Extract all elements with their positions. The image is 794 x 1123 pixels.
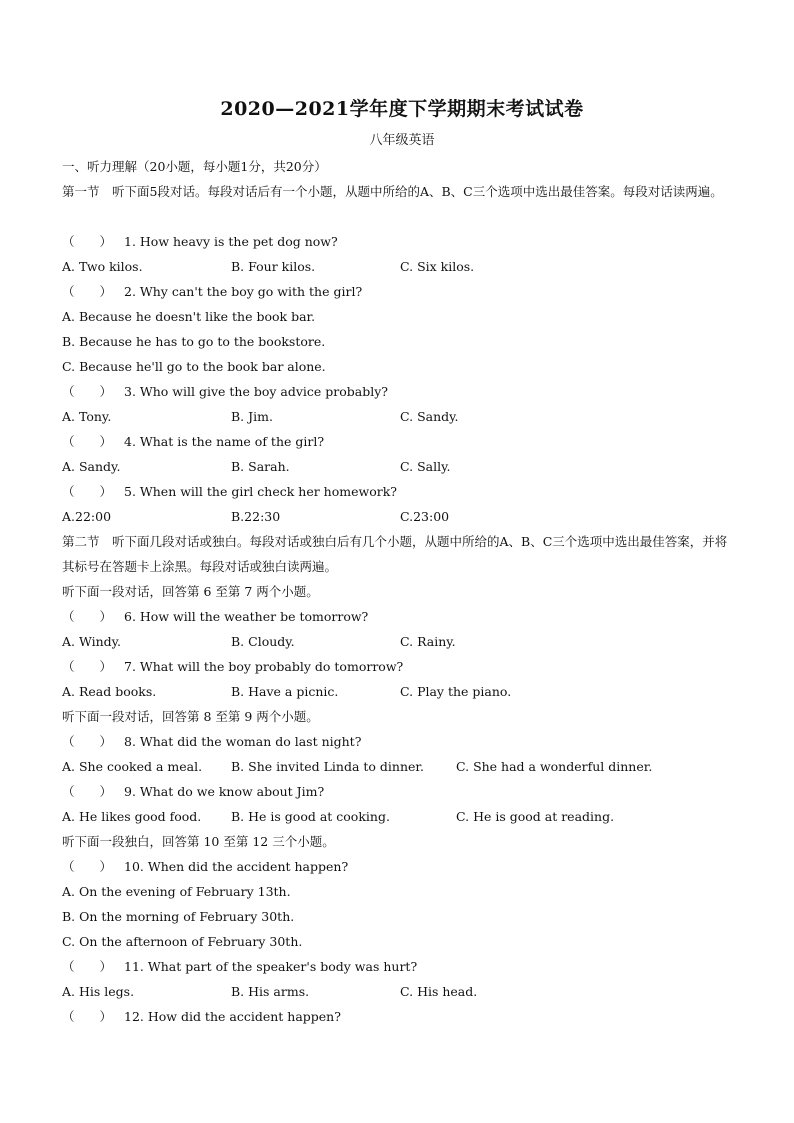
answer-blank: （ ） — [62, 734, 113, 749]
option-b: B. Because he has to go to the bookstore. — [62, 334, 326, 349]
answer-blank: （ ） — [62, 784, 113, 799]
option-c: C. Sandy. — [400, 409, 459, 424]
option-a: A. Read books. — [62, 684, 157, 699]
option-b: B. Cloudy. — [231, 634, 295, 649]
option-a: A. Sandy. — [62, 459, 121, 474]
question-text: 10. When did the accident happen? — [124, 859, 349, 874]
option-c: C. He is good at reading. — [456, 809, 615, 824]
answer-blank: （ ） — [62, 859, 113, 874]
option-a: A. She cooked a meal. — [62, 759, 203, 774]
option-b: B. Jim. — [231, 409, 273, 424]
option-a: A. Because he doesn't like the book bar. — [62, 309, 316, 324]
option-b: B. Four kilos. — [231, 259, 316, 274]
answer-blank: （ ） — [62, 959, 113, 974]
answer-blank: （ ） — [62, 609, 113, 624]
option-c: C. Sally. — [400, 459, 451, 474]
question-10 — [62, 854, 348, 879]
question-text: 12. How did the accident happen? — [124, 1009, 341, 1024]
option-b: B. She invited Linda to dinner. — [231, 759, 424, 774]
group-intro: 听下面一段对话，回答第 8 至第 9 两个小题。 — [62, 709, 319, 724]
option-c: C. Rainy. — [400, 634, 456, 649]
option-a: A. Tony. — [62, 409, 112, 424]
question-text: 2. Why can't the boy go with the girl? — [124, 284, 363, 299]
option-a: A. On the evening of February 13th. — [62, 884, 291, 899]
question-12 — [62, 1004, 341, 1029]
question-1 — [62, 229, 338, 254]
answer-blank: （ ） — [62, 484, 113, 499]
question-11 — [62, 954, 417, 979]
option-a: A. His legs. — [62, 984, 135, 999]
answer-blank: （ ） — [62, 384, 113, 399]
question-8 — [62, 729, 361, 754]
question-text: 5. When will the girl check her homework? — [124, 484, 397, 499]
question-9 — [62, 779, 324, 804]
question-text: 6. How will the weather be tomorrow? — [124, 609, 369, 624]
question-5 — [62, 479, 397, 504]
option-c: C. She had a wonderful dinner. — [456, 759, 653, 774]
answer-blank: （ ） — [62, 284, 113, 299]
question-2 — [62, 279, 362, 304]
question-text: 1. How heavy is the pet dog now? — [124, 234, 338, 249]
option-a: A. Windy. — [62, 634, 122, 649]
question-text: 7. What will the boy probably do tomorrow? — [124, 659, 404, 674]
part2-intro: 第二节 听下面几段对话或独白。每段对话或独白后有几个小题，从题中所给的A、B、C三个选项中选出最佳答案，并将其标号在答题卡上涂黑。每段对话或独白读两遍。 — [62, 534, 728, 574]
option-b: B. His arms. — [231, 984, 310, 999]
section-heading: 一、听力理解（20小题，每小题1分，共20分） — [62, 159, 327, 174]
option-a: A. Two kilos. — [62, 259, 143, 274]
question-text: 4. What is the name of the girl? — [124, 434, 325, 449]
option-b: B. Have a picnic. — [231, 684, 339, 699]
option-c: C. On the afternoon of February 30th. — [62, 934, 303, 949]
question-text: 3. Who will give the boy advice probably? — [124, 384, 389, 399]
page-subtitle: 八年级英语 — [369, 133, 435, 148]
option-c: C. His head. — [400, 984, 478, 999]
question-7 — [62, 654, 403, 679]
option-a: A.22:00 — [62, 509, 112, 524]
option-c: C. Six kilos. — [400, 259, 475, 274]
option-b: B.22:30 — [231, 509, 281, 524]
question-6 — [62, 604, 368, 629]
part1-intro: 第一节 听下面5段对话。每段对话后有一个小题，从题中所给的A、B、C三个选项中选出最佳答案。每段对话读两遍。 — [62, 184, 723, 199]
group-intro: 听下面一段独白，回答第 10 至第 12 三个小题。 — [62, 834, 335, 849]
question-3 — [62, 379, 388, 404]
question-4 — [62, 429, 324, 454]
answer-blank: （ ） — [62, 1009, 113, 1024]
answer-blank: （ ） — [62, 659, 113, 674]
answer-blank: （ ） — [62, 434, 113, 449]
option-c: C. Play the piano. — [400, 684, 512, 699]
option-b: B. He is good at cooking. — [231, 809, 390, 824]
option-b: B. Sarah. — [231, 459, 290, 474]
group-intro: 听下面一段对话，回答第 6 至第 7 两个小题。 — [62, 584, 319, 599]
answer-blank: （ ） — [62, 234, 113, 249]
question-text: 9. What do we know about Jim? — [124, 784, 325, 799]
question-text: 11. What part of the speaker's body was hurt? — [124, 959, 418, 974]
question-text: 8. What did the woman do last night? — [124, 734, 362, 749]
option-b: B. On the morning of February 30th. — [62, 909, 295, 924]
option-c: C.23:00 — [400, 509, 450, 524]
option-c: C. Because he'll go to the book bar alone. — [62, 359, 326, 374]
option-a: A. He likes good food. — [62, 809, 202, 824]
page-title: 2020—2021学年度下学期期末考试试卷 — [220, 98, 584, 120]
